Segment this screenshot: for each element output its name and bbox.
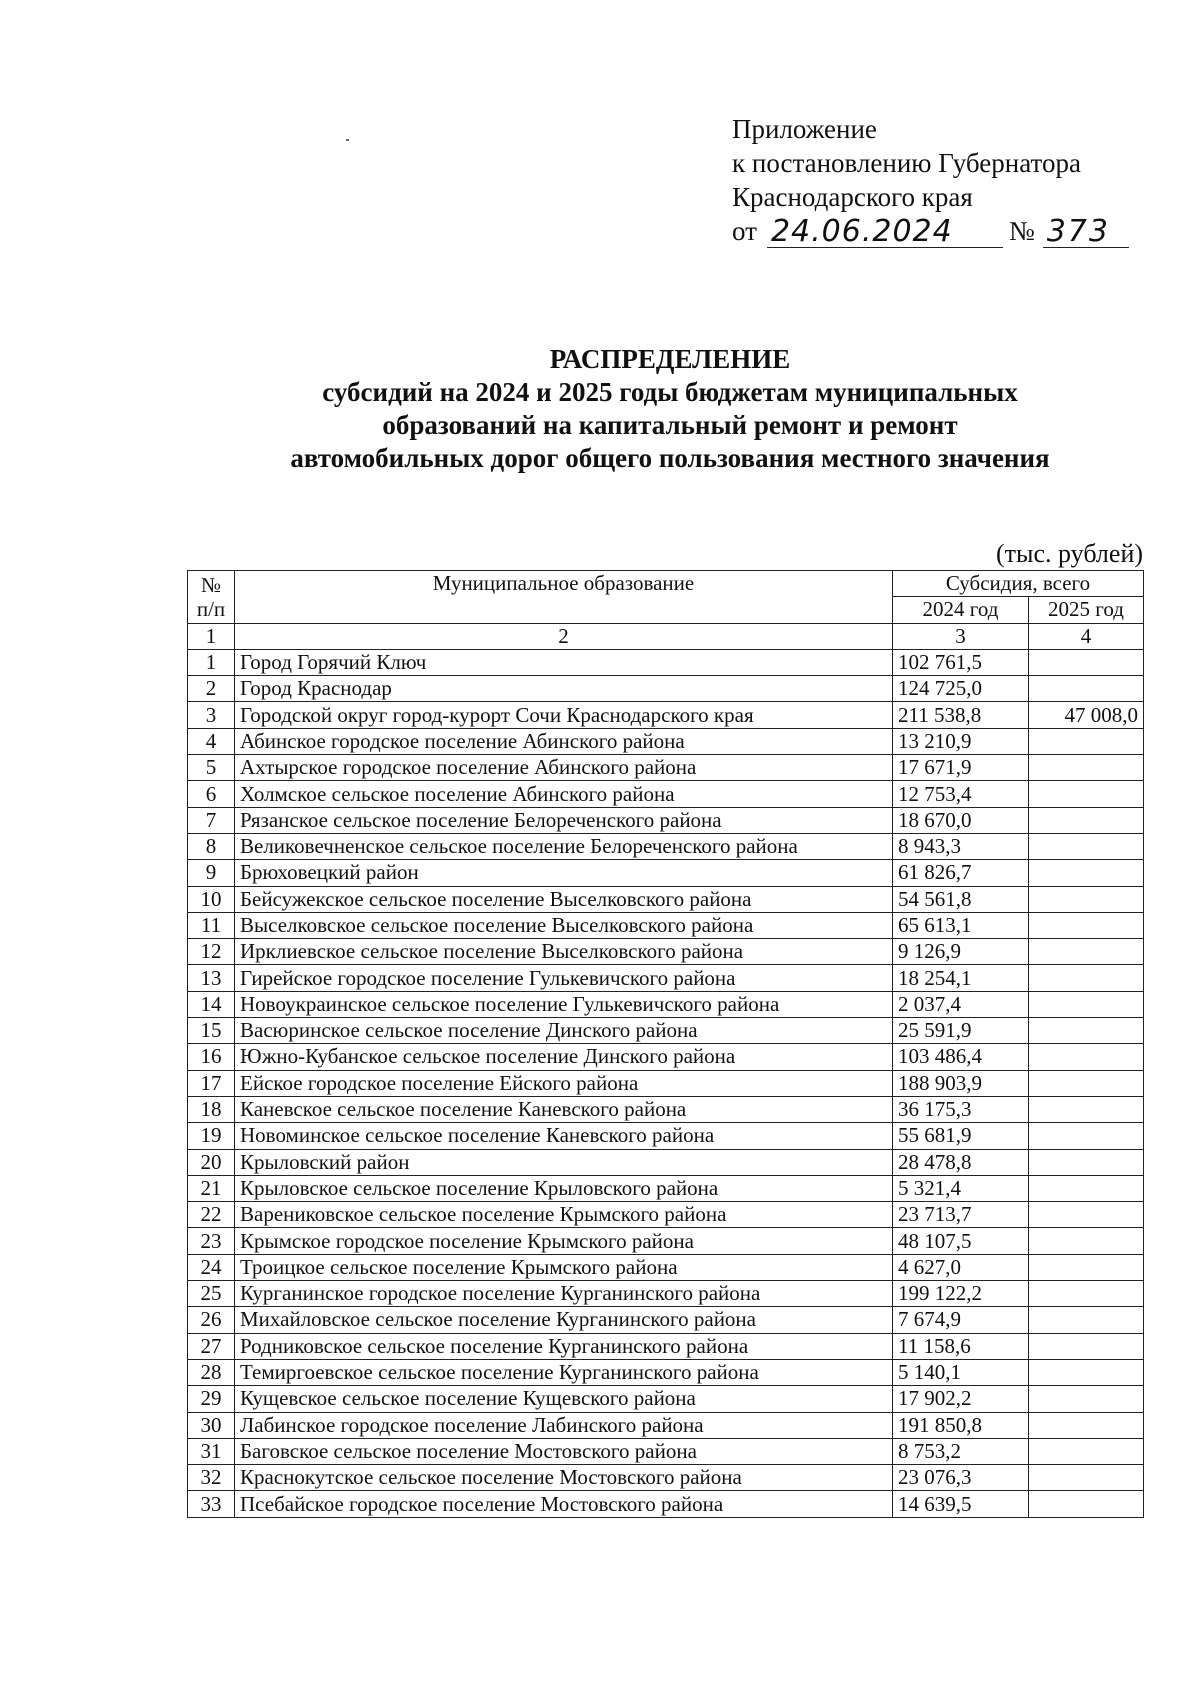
table-row — [188, 860, 1144, 886]
row-number: 2 — [188, 676, 235, 702]
row-subsidy-2024: 17 902,2 — [893, 1386, 1029, 1412]
row-subsidy-2024: 8 943,3 — [893, 833, 1029, 859]
row-municipality: Город Краснодар — [235, 676, 893, 702]
header-municipality: Муниципальное образование — [235, 571, 893, 624]
row-subsidy-2025 — [1029, 1412, 1144, 1438]
table-row — [188, 1412, 1144, 1438]
row-subsidy-2025 — [1029, 649, 1144, 675]
appendix-decree-line: к постановлению Губернатора — [732, 148, 1081, 178]
row-subsidy-2025 — [1029, 1018, 1144, 1044]
document-heading — [0, 343, 1200, 475]
number-sign: № — [1008, 216, 1035, 246]
row-number: 8 — [188, 833, 235, 859]
column-index: 4 — [1029, 623, 1144, 649]
row-subsidy-2025 — [1029, 1175, 1144, 1201]
row-number: 5 — [188, 755, 235, 781]
row-subsidy-2025 — [1029, 1281, 1144, 1307]
table-row — [188, 1359, 1144, 1385]
row-subsidy-2024: 188 903,9 — [893, 1070, 1029, 1096]
table-row — [188, 1070, 1144, 1096]
row-number: 4 — [188, 728, 235, 754]
row-municipality: Темиргоевское сельское поселение Курганинского района — [235, 1359, 893, 1385]
row-subsidy-2024: 65 613,1 — [893, 912, 1029, 938]
row-subsidy-2025 — [1029, 1228, 1144, 1254]
table-row — [188, 833, 1144, 859]
row-subsidy-2025: 47 008,0 — [1029, 702, 1144, 728]
row-municipality: Брюховецкий район — [235, 860, 893, 886]
row-municipality: Выселковское сельское поселение Выселковского района — [235, 912, 893, 938]
row-municipality: Город Горячий Ключ — [235, 649, 893, 675]
table-row — [188, 965, 1144, 991]
row-number: 11 — [188, 912, 235, 938]
row-number: 25 — [188, 1281, 235, 1307]
row-number: 3 — [188, 702, 235, 728]
appendix-region-line: Краснодарского края — [732, 182, 973, 212]
row-number: 33 — [188, 1491, 235, 1517]
row-municipality: Краснокутское сельское поселение Мостовского района — [235, 1465, 893, 1491]
row-number: 31 — [188, 1438, 235, 1464]
row-municipality: Бейсужекское сельское поселение Выселковского района — [235, 886, 893, 912]
row-municipality: Холмское сельское поселение Абинского района — [235, 781, 893, 807]
row-number: 6 — [188, 781, 235, 807]
row-number: 27 — [188, 1333, 235, 1359]
table-row — [188, 1175, 1144, 1201]
row-subsidy-2025 — [1029, 1438, 1144, 1464]
row-subsidy-2025 — [1029, 728, 1144, 754]
row-municipality: Ейское городское поселение Ейского района — [235, 1070, 893, 1096]
row-number: 1 — [188, 649, 235, 675]
row-number: 18 — [188, 1096, 235, 1122]
row-subsidy-2024: 23 076,3 — [893, 1465, 1029, 1491]
row-subsidy-2025 — [1029, 860, 1144, 886]
row-subsidy-2024: 36 175,3 — [893, 1096, 1029, 1122]
row-number: 13 — [188, 965, 235, 991]
row-number: 28 — [188, 1359, 235, 1385]
column-index-row — [188, 623, 1144, 649]
table-row — [188, 676, 1144, 702]
table-row — [188, 1044, 1144, 1070]
row-subsidy-2025 — [1029, 1202, 1144, 1228]
table-row — [188, 1307, 1144, 1333]
row-subsidy-2024: 18 670,0 — [893, 807, 1029, 833]
handwritten-date: 24.06.2024 — [767, 217, 1003, 248]
row-subsidy-2024: 2 037,4 — [893, 991, 1029, 1017]
appendix-block — [732, 112, 1129, 248]
row-subsidy-2025 — [1029, 1044, 1144, 1070]
row-number: 17 — [188, 1070, 235, 1096]
header-year-2024: 2024 год — [893, 597, 1029, 623]
row-subsidy-2025 — [1029, 1386, 1144, 1412]
row-subsidy-2025 — [1029, 912, 1144, 938]
table-row — [188, 1281, 1144, 1307]
scan-speck — [346, 139, 349, 141]
row-number: 19 — [188, 1123, 235, 1149]
row-subsidy-2025 — [1029, 1359, 1144, 1385]
units-note: (тыс. рублей) — [996, 539, 1144, 568]
row-subsidy-2025 — [1029, 1096, 1144, 1122]
row-municipality: Псебайское городское поселение Мостовского района — [235, 1491, 893, 1517]
row-municipality: Баговское сельское поселение Мостовского района — [235, 1438, 893, 1464]
row-municipality: Крыловский район — [235, 1149, 893, 1175]
row-number: 7 — [188, 807, 235, 833]
row-subsidy-2024: 14 639,5 — [893, 1491, 1029, 1517]
row-subsidy-2025 — [1029, 1149, 1144, 1175]
row-municipality: Крыловское сельское поселение Крыловского района — [235, 1175, 893, 1201]
row-number: 16 — [188, 1044, 235, 1070]
table-row — [188, 728, 1144, 754]
row-subsidy-2025 — [1029, 833, 1144, 859]
column-index: 3 — [893, 623, 1029, 649]
row-subsidy-2024: 13 210,9 — [893, 728, 1029, 754]
row-subsidy-2025 — [1029, 1123, 1144, 1149]
row-number: 32 — [188, 1465, 235, 1491]
row-subsidy-2024: 199 122,2 — [893, 1281, 1029, 1307]
row-subsidy-2025 — [1029, 781, 1144, 807]
table-row — [188, 1491, 1144, 1517]
row-subsidy-2024: 4 627,0 — [893, 1254, 1029, 1280]
table-row — [188, 991, 1144, 1017]
row-municipality: Рязанское сельское поселение Белореченского района — [235, 807, 893, 833]
header-subsidy-total: Субсидия, всего — [893, 571, 1144, 597]
row-subsidy-2024: 23 713,7 — [893, 1202, 1029, 1228]
column-index: 1 — [188, 623, 235, 649]
table-header — [188, 571, 1144, 650]
heading-subtitle-3: автомобильных дорог общего пользования местного значения — [290, 443, 1050, 473]
row-number: 15 — [188, 1018, 235, 1044]
row-number: 29 — [188, 1386, 235, 1412]
header-number-pp: п/п — [196, 596, 226, 621]
row-number: 21 — [188, 1175, 235, 1201]
row-subsidy-2024: 102 761,5 — [893, 649, 1029, 675]
table-row — [188, 1228, 1144, 1254]
table-row — [188, 755, 1144, 781]
row-municipality: Новоминское сельское поселение Каневского района — [235, 1123, 893, 1149]
row-subsidy-2025 — [1029, 755, 1144, 781]
row-subsidy-2025 — [1029, 807, 1144, 833]
table-row — [188, 912, 1144, 938]
row-municipality: Варениковское сельское поселение Крымского района — [235, 1202, 893, 1228]
column-index: 2 — [235, 623, 893, 649]
row-municipality: Васюринское сельское поселение Динского района — [235, 1018, 893, 1044]
row-municipality: Абинское городское поселение Абинского района — [235, 728, 893, 754]
row-subsidy-2025 — [1029, 939, 1144, 965]
subsidy-table — [187, 570, 1144, 1518]
row-municipality: Родниковское сельское поселение Курганинского района — [235, 1333, 893, 1359]
table-row — [188, 781, 1144, 807]
row-subsidy-2025 — [1029, 886, 1144, 912]
table-row — [188, 886, 1144, 912]
row-subsidy-2024: 28 478,8 — [893, 1149, 1029, 1175]
header-number — [188, 571, 235, 624]
row-municipality: Михайловское сельское поселение Курганинского района — [235, 1307, 893, 1333]
row-subsidy-2024: 12 753,4 — [893, 781, 1029, 807]
row-municipality: Ахтырское городское поселение Абинского района — [235, 755, 893, 781]
row-subsidy-2024: 11 158,6 — [893, 1333, 1029, 1359]
row-subsidy-2024: 7 674,9 — [893, 1307, 1029, 1333]
table-row — [188, 649, 1144, 675]
row-number: 9 — [188, 860, 235, 886]
row-subsidy-2025 — [1029, 965, 1144, 991]
row-subsidy-2025 — [1029, 1465, 1144, 1491]
row-municipality: Каневское сельское поселение Каневского района — [235, 1096, 893, 1122]
table-row — [188, 1254, 1144, 1280]
table-body — [188, 649, 1144, 1517]
table-row — [188, 1465, 1144, 1491]
row-subsidy-2024: 8 753,2 — [893, 1438, 1029, 1464]
row-subsidy-2025 — [1029, 1333, 1144, 1359]
row-municipality: Курганинское городское поселение Курганинского района — [235, 1281, 893, 1307]
row-subsidy-2024: 17 671,9 — [893, 755, 1029, 781]
row-subsidy-2025 — [1029, 1070, 1144, 1096]
row-subsidy-2024: 191 850,8 — [893, 1412, 1029, 1438]
table-row — [188, 702, 1144, 728]
heading-subtitle-2: образований на капитальный ремонт и ремонт — [382, 410, 958, 440]
row-municipality: Великовечненское сельское поселение Белореченского района — [235, 833, 893, 859]
header-number-sign: № — [200, 572, 222, 597]
row-subsidy-2025 — [1029, 1254, 1144, 1280]
row-number: 23 — [188, 1228, 235, 1254]
row-subsidy-2025 — [1029, 991, 1144, 1017]
date-prefix: от — [732, 216, 757, 246]
row-municipality: Городской округ город-курорт Сочи Краснодарского края — [235, 702, 893, 728]
row-number: 22 — [188, 1202, 235, 1228]
table-row — [188, 939, 1144, 965]
row-number: 14 — [188, 991, 235, 1017]
table-row — [188, 1386, 1144, 1412]
row-municipality: Южно-Кубанское сельское поселение Динского района — [235, 1044, 893, 1070]
row-subsidy-2025 — [1029, 676, 1144, 702]
row-municipality: Троицкое сельское поселение Крымского района — [235, 1254, 893, 1280]
table-row — [188, 1018, 1144, 1044]
row-number: 10 — [188, 886, 235, 912]
row-municipality: Кущевское сельское поселение Кущевского района — [235, 1386, 893, 1412]
table-row — [188, 807, 1144, 833]
row-subsidy-2024: 103 486,4 — [893, 1044, 1029, 1070]
row-subsidy-2024: 5 140,1 — [893, 1359, 1029, 1385]
row-subsidy-2024: 9 126,9 — [893, 939, 1029, 965]
row-subsidy-2024: 54 561,8 — [893, 886, 1029, 912]
table-row — [188, 1438, 1144, 1464]
table-row — [188, 1149, 1144, 1175]
appendix-title: Приложение — [732, 114, 877, 144]
row-subsidy-2024: 48 107,5 — [893, 1228, 1029, 1254]
row-municipality: Лабинское городское поселение Лабинского района — [235, 1412, 893, 1438]
row-number: 26 — [188, 1307, 235, 1333]
row-subsidy-2024: 25 591,9 — [893, 1018, 1029, 1044]
row-number: 20 — [188, 1149, 235, 1175]
table-row — [188, 1123, 1144, 1149]
row-number: 30 — [188, 1412, 235, 1438]
handwritten-number: 373 — [1043, 217, 1129, 248]
row-municipality: Гирейское городское поселение Гулькевичского района — [235, 965, 893, 991]
row-municipality: Новоукраинское сельское поселение Гулькевичского района — [235, 991, 893, 1017]
appendix-date-line — [732, 214, 1129, 248]
row-subsidy-2024: 124 725,0 — [893, 676, 1029, 702]
row-municipality: Крымское городское поселение Крымского района — [235, 1228, 893, 1254]
row-subsidy-2025 — [1029, 1307, 1144, 1333]
row-subsidy-2024: 18 254,1 — [893, 965, 1029, 991]
row-municipality: Ирклиевское сельское поселение Выселковского района — [235, 939, 893, 965]
table-row — [188, 1096, 1144, 1122]
row-subsidy-2025 — [1029, 1491, 1144, 1517]
row-subsidy-2024: 5 321,4 — [893, 1175, 1029, 1201]
heading-title: РАСПРЕДЕЛЕНИЕ — [549, 344, 791, 374]
table-row — [188, 1202, 1144, 1228]
heading-subtitle-1: субсидий на 2024 и 2025 годы бюджетам муниципальных — [322, 377, 1018, 407]
header-year-2025: 2025 год — [1029, 597, 1144, 623]
row-subsidy-2024: 61 826,7 — [893, 860, 1029, 886]
row-number: 12 — [188, 939, 235, 965]
row-number: 24 — [188, 1254, 235, 1280]
row-subsidy-2024: 55 681,9 — [893, 1123, 1029, 1149]
table-row — [188, 1333, 1144, 1359]
row-subsidy-2024: 211 538,8 — [893, 702, 1029, 728]
